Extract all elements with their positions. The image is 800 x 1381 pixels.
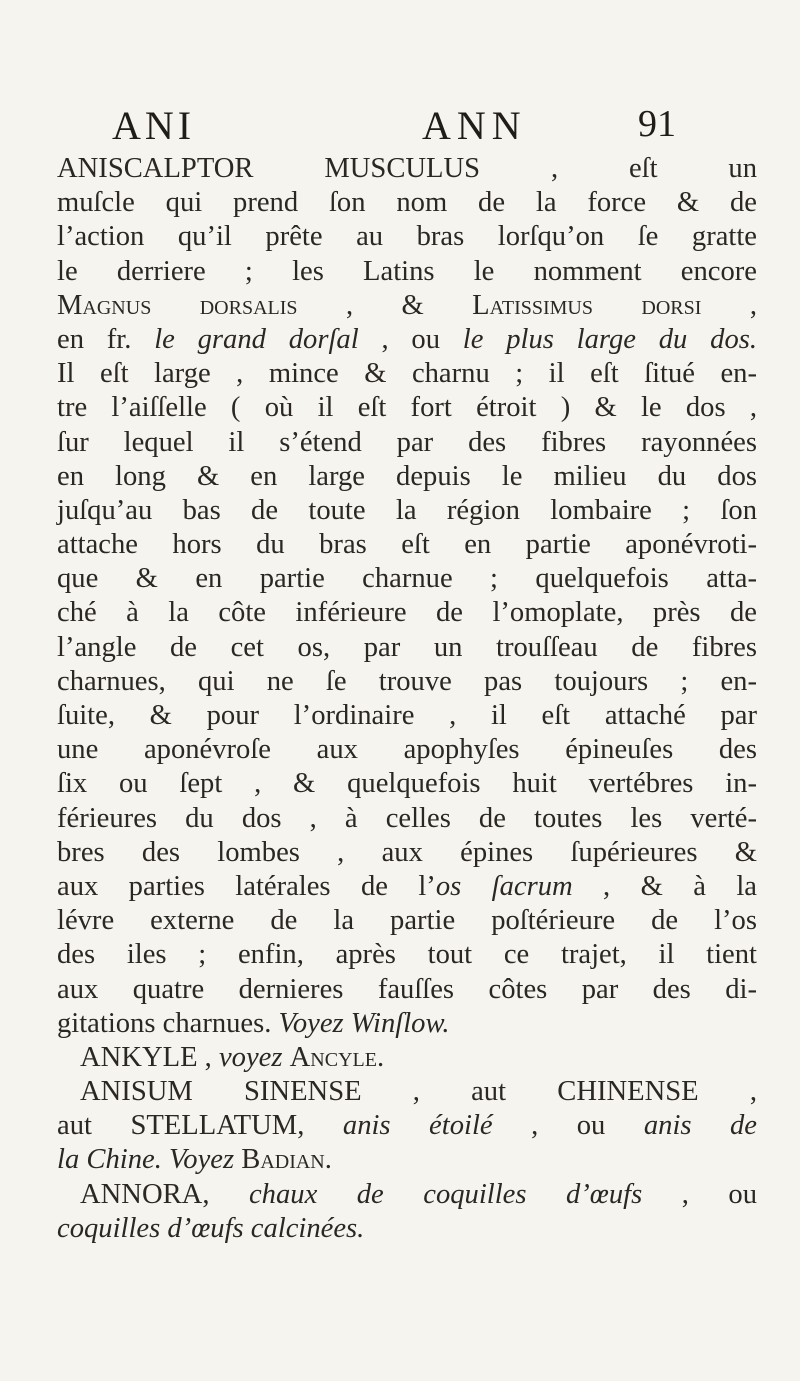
text-line (57, 733, 757, 767)
text-run: , ou (358, 323, 463, 355)
text-line (57, 1075, 757, 1109)
text-line (57, 1143, 757, 1177)
text-line (57, 357, 757, 391)
text-run: , ou (642, 1178, 757, 1210)
text-line (57, 494, 757, 528)
text-run: os ſacrum (435, 870, 573, 902)
text-run: charnues, qui ne ſe trouve pas toujours ; en- (57, 665, 757, 697)
entry-headword: ANISCALPTOR MUSCULUS (57, 153, 481, 184)
text-run: Voyez Winſlow. (278, 1007, 450, 1039)
text-line (57, 255, 757, 289)
text-run: anis étoilé (342, 1110, 493, 1142)
text-run: coquilles d’œufs calcinées. (57, 1212, 365, 1244)
text-run: ſix ou ſept , & quelquefois huit vertébres in- (57, 768, 757, 800)
text-run: , aut CHINENSE , (361, 1076, 757, 1108)
text-run: une aponévroſe aux apophyſes épineuſes des (57, 734, 757, 766)
text-line (57, 1109, 757, 1143)
text-line (57, 426, 757, 460)
text-run: la Chine. Voyez (57, 1144, 235, 1176)
text-run: le plus large du dos. (462, 323, 758, 355)
text-line (57, 938, 757, 972)
text-run: anis de (643, 1110, 758, 1142)
text-run: voyez (218, 1041, 283, 1073)
text-line (57, 870, 757, 904)
text-run: Badian. (241, 1144, 332, 1176)
text-line (57, 220, 757, 254)
text-line (57, 802, 757, 836)
text-run: Latissimus dorsi (472, 289, 702, 321)
text-line (57, 699, 757, 733)
text-line (57, 1178, 757, 1212)
text-run: , ou (492, 1110, 644, 1142)
running-head-center: ANN (422, 103, 527, 148)
text-run: , (202, 1178, 249, 1210)
text-run: chaux de coquilles d’œufs (248, 1178, 643, 1210)
text-run (282, 1042, 289, 1073)
text-run: Magnus dorsalis (57, 289, 298, 321)
text-run: le derriere ; les Latins le nomment encore (57, 255, 757, 287)
text-line (57, 289, 757, 323)
entry-headword: ANNORA (80, 1178, 203, 1210)
text-line (57, 528, 757, 562)
text-run: ché à la côte inférieure de l’omoplate, près de (57, 597, 757, 629)
text-run: aux parties latérales de l’ (57, 870, 436, 902)
text-line (57, 323, 757, 357)
running-head (0, 62, 800, 148)
text-line (57, 186, 757, 220)
text-line (57, 1212, 757, 1246)
text-run: , & à la (572, 870, 757, 902)
text-run: Il eſt large , mince & charnu ; il eſt ſitué en- (57, 358, 757, 390)
text-run: l’action qu’il prête au bras lorſqu’on ſe gratte (57, 221, 757, 253)
text-line (57, 562, 757, 596)
text-line (57, 596, 757, 630)
text-line (57, 836, 757, 870)
text-line (57, 631, 757, 665)
text-line (57, 973, 757, 1007)
text-run: tre l’aiſſelle ( où il eſt fort étroit ) & le dos , (57, 392, 757, 424)
text-run: Ancyle. (289, 1041, 385, 1073)
text-run: muſcle qui prend ſon nom de la force & de (57, 187, 757, 219)
text-run: juſqu’au bas de toute la région lombaire ; ſon (57, 494, 757, 526)
text-run: bres des lombes , aux épines ſupérieures & (57, 836, 757, 868)
text-run: , (197, 1041, 219, 1073)
text-run: l’angle de cet os, par un trouſſeau de fibres (57, 631, 757, 663)
text-run: , eſt un (480, 153, 757, 184)
text-line (57, 1007, 757, 1041)
text-run: des iles ; enfin, après tout ce trajet, il tient (57, 939, 757, 971)
text-line (57, 460, 757, 494)
page-number: 91 (638, 103, 676, 145)
text-run: aut STELLATUM, (57, 1110, 343, 1142)
text-line (57, 152, 757, 186)
text-run: , & (297, 289, 473, 321)
text-run: ſuite, & pour l’ordinaire , il eſt attaché par (57, 700, 757, 731)
text-line (57, 665, 757, 699)
running-head-left: ANI (112, 103, 196, 148)
text-line (57, 767, 757, 801)
entry-headword: ANISUM SINENSE (80, 1076, 362, 1108)
text-run: que & en partie charnue ; quelquefois atta- (57, 563, 757, 595)
text-run: le grand dorſal (154, 323, 359, 355)
text-line (57, 904, 757, 938)
text-run: attache hors du bras eſt en partie aponévroti- (57, 529, 757, 561)
text-run: , (701, 289, 758, 321)
text-run: lévre externe de la partie poſtérieure de l’os (57, 905, 757, 937)
text-run: aux quatre dernieres fauſſes côtes par des di- (57, 973, 757, 1005)
text-run: gitations charnues. (57, 1007, 279, 1039)
text-run: férieures du dos , à celles de toutes les verté- (57, 802, 757, 834)
text-run: ſur lequel il s’étend par des fibres rayonnées (57, 426, 757, 458)
entry-headword: ANKYLE (80, 1041, 198, 1073)
text-run: en long & en large depuis le milieu du dos (57, 460, 757, 492)
dictionary-entries (57, 152, 757, 1246)
text-run: en fr. (57, 323, 155, 355)
text-line (57, 1041, 757, 1075)
text-line (57, 391, 757, 425)
